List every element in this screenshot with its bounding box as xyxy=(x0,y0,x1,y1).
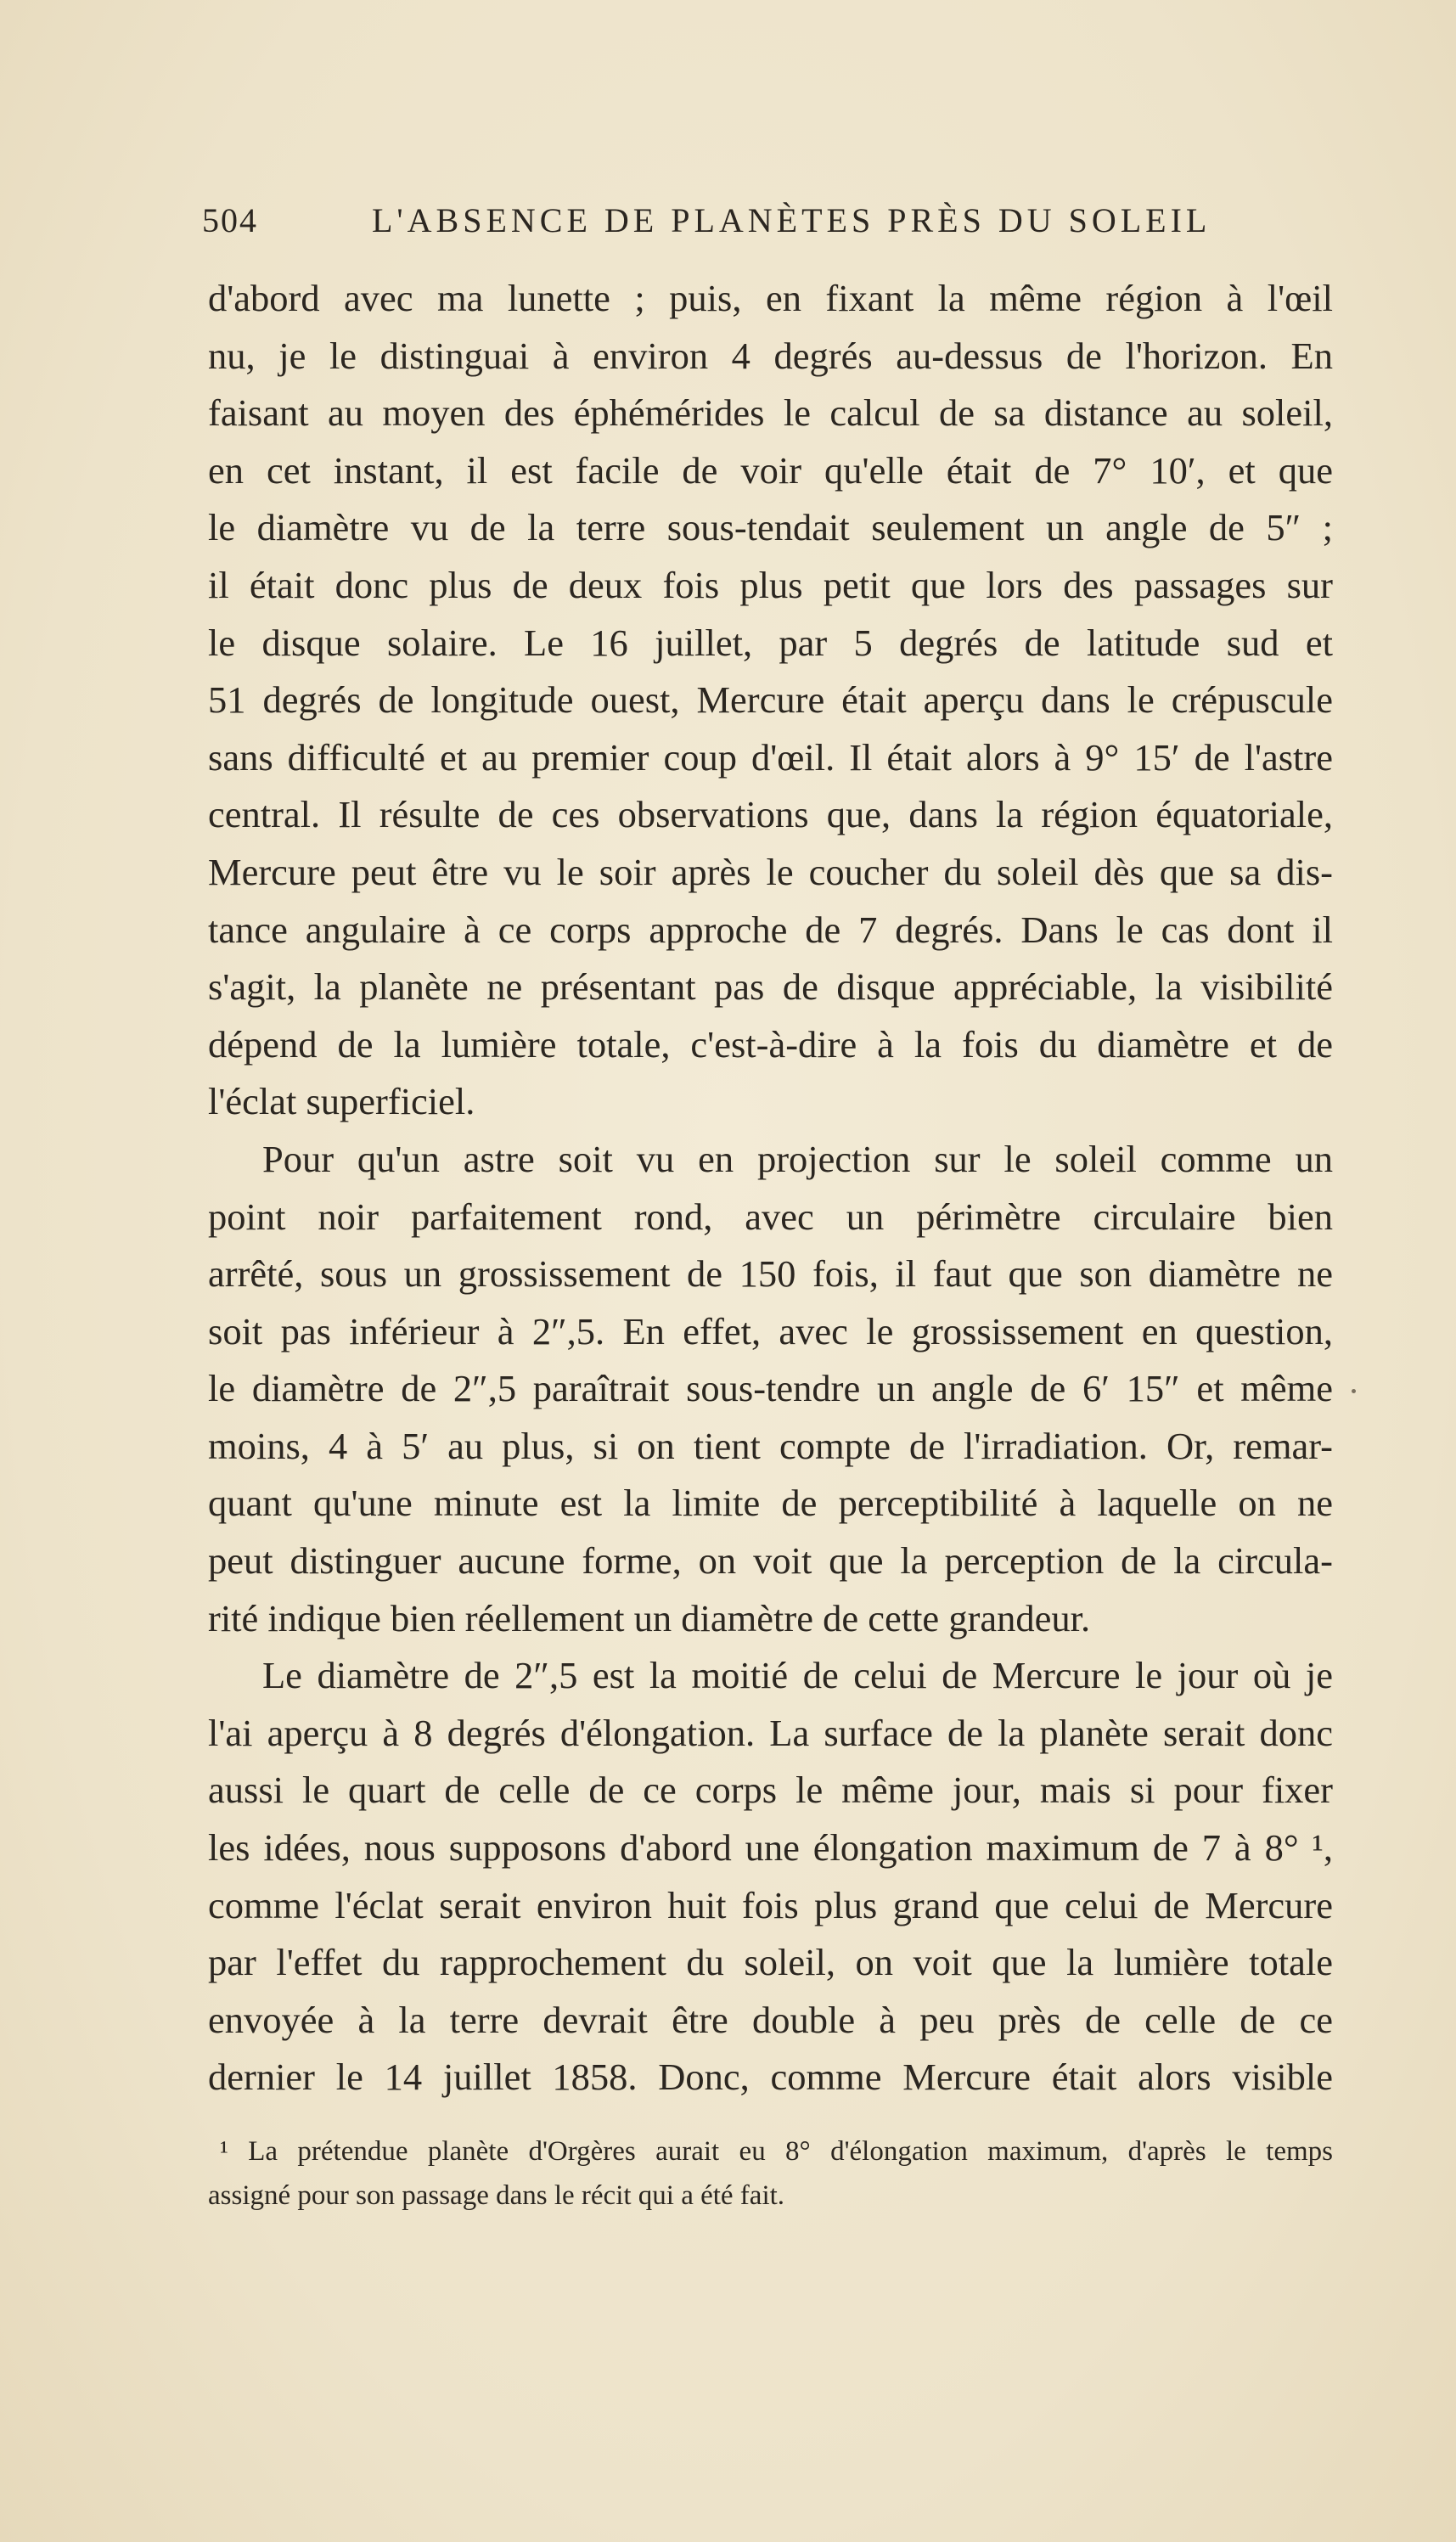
text-line: il était donc plus de deux fois plus petit que lors des passages sur xyxy=(208,563,1333,606)
running-title: L'ABSENCE DE PLANÈTES PRÈS DU SOLEIL xyxy=(372,201,1211,239)
body-text xyxy=(208,270,1333,2106)
text-line: d'abord avec ma lunette ; puis, en fixant la même région à l'œil xyxy=(208,277,1333,319)
text-line: nu, je le distinguai à environ 4 degrés au-dessus de l'horizon. En xyxy=(208,334,1333,377)
text-line: le diamètre de 2″,5 paraîtrait sous-tendre un angle de 6′ 15″ et même xyxy=(208,1367,1333,1410)
text-line: dernier le 14 juillet 1858. Donc, comme Mercure était alors visible xyxy=(208,2056,1333,2099)
page-header xyxy=(202,200,1211,251)
text-line: le diamètre vu de la terre sous-tendait seulement un angle de 5″ ; xyxy=(208,506,1333,549)
text-line: l'éclat superficiel. xyxy=(208,1080,475,1123)
text-line: Le diamètre de 2″,5 est la moitié de celui de Mercure le jour où je xyxy=(262,1654,1333,1697)
text-line: en cet instant, il est facile de voir qu'elle était de 7° 10′, et que xyxy=(208,448,1333,492)
text-line: rité indique bien réellement un diamètre de cette grandeur. xyxy=(208,1596,1091,1639)
footnote-line: ¹ La prétendue planète d'Orgères aurait eu 8° d'élongation maximum, d'après le temps xyxy=(220,2136,1333,2167)
text-line: par l'effet du rapprochement du soleil, on voit que la lumière totale xyxy=(208,1941,1333,1984)
text-line: le disque solaire. Le 16 juillet, par 5 degrés de latitude sud et xyxy=(208,621,1333,664)
text-line: central. Il résulte de ces observations que, dans la région équatoriale, xyxy=(208,793,1333,836)
text-line: s'agit, la planète ne présentant pas de disque appréciable, la visibilité xyxy=(208,965,1333,1009)
text-line: comme l'éclat serait environ huit fois plus grand que celui de Mercure xyxy=(208,1883,1333,1926)
text-line: quant qu'une minute est la limite de perceptibilité à laquelle on ne xyxy=(208,1482,1333,1525)
text-line: sans difficulté et au premier coup d'œil. Il était alors à 9° 15′ de l'astre xyxy=(208,735,1333,779)
text-line: les idées, nous supposons d'abord une élongation maximum de 7 à 8° ¹, xyxy=(208,1826,1333,1870)
text-line: peut distinguer aucune forme, on voit que la perception de la circula- xyxy=(208,1539,1333,1583)
text-line: Mercure peut être vu le soir après le coucher du soleil dès que sa dis- xyxy=(208,850,1333,893)
footnote-line: assigné pour son passage dans le récit qui a été fait. xyxy=(208,2180,785,2211)
text-line: faisant au moyen des éphémérides le calcul de sa distance au soleil, xyxy=(208,391,1333,435)
text-line: Pour qu'un astre soit vu en projection sur le soleil comme un xyxy=(262,1137,1333,1180)
text-line: dépend de la lumière totale, c'est-à-dire à la fois du diamètre et de xyxy=(208,1022,1333,1066)
text-line: envoyée à la terre devrait être double à peu près de celle de ce xyxy=(208,1998,1333,2041)
text-line: soit pas inférieur à 2″,5. En effet, avec le grossissement en question, xyxy=(208,1309,1333,1353)
text-line: tance angulaire à ce corps approche de 7 degrés. Dans le cas dont il xyxy=(208,908,1333,951)
text-line: point noir parfaitement rond, avec un périmètre circulaire bien xyxy=(208,1195,1333,1238)
text-line: arrêté, sous un grossissement de 150 fois, il faut que son diamètre ne xyxy=(208,1252,1333,1296)
page-number: 504 xyxy=(202,201,258,239)
text-line: moins, 4 à 5′ au plus, si on tient compte de l'irradiation. Or, remar- xyxy=(208,1424,1333,1467)
paper-speck xyxy=(1352,1389,1356,1393)
footnotes xyxy=(208,2129,1333,2218)
text-line: l'ai aperçu à 8 degrés d'élongation. La surface de la planète serait donc xyxy=(208,1711,1333,1754)
text-line: aussi le quart de celle de ce corps le même jour, mais si pour fixer xyxy=(208,1769,1333,1812)
text-line: 51 degrés de longitude ouest, Mercure était aperçu dans le crépuscule xyxy=(208,678,1333,722)
